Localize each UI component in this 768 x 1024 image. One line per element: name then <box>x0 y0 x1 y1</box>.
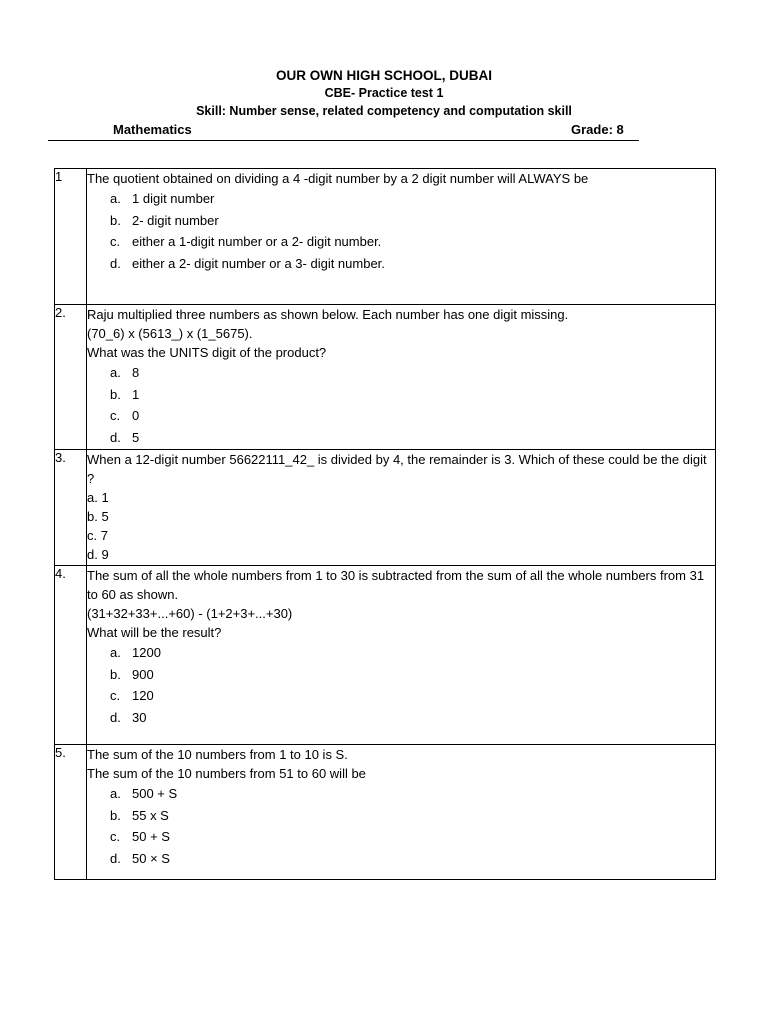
option-letter: b. <box>110 666 121 682</box>
questions-table <box>54 168 716 880</box>
option-text: either a 2- digit number or a 3- digit number. <box>132 255 385 271</box>
answer-option <box>87 427 715 449</box>
question-body <box>87 169 716 305</box>
option-letter: a. <box>110 365 121 380</box>
grade-label: Grade: 8 <box>571 122 624 137</box>
answer-option <box>87 384 715 406</box>
answer-option <box>87 362 715 384</box>
option-text: 1 <box>101 490 109 505</box>
answer-option <box>87 405 715 427</box>
question-body <box>87 305 716 450</box>
answer-option <box>87 231 715 253</box>
option-letter: a. <box>110 786 121 801</box>
answer-option <box>87 783 715 805</box>
option-letter: d. <box>110 429 121 445</box>
question-row <box>55 566 716 745</box>
option-text: 30 <box>132 709 147 725</box>
header-divider <box>48 140 639 141</box>
question-text: (70_6) x (5613_) x (1_5675). <box>87 326 253 341</box>
question-text: The sum of the 10 numbers from 1 to 10 is S. <box>87 747 348 762</box>
answer-option <box>87 664 715 686</box>
question-text: The sum of the 10 numbers from 51 to 60 will be <box>87 766 366 781</box>
option-text: 50 × S <box>132 850 170 866</box>
answer-option <box>87 805 715 827</box>
answer-option <box>87 707 715 729</box>
option-letter: c. <box>110 829 121 844</box>
answer-option <box>87 848 715 870</box>
option-letter: c. <box>110 408 121 423</box>
question-number: 5. <box>55 745 87 880</box>
option-letter: a. <box>110 191 121 206</box>
answer-option <box>87 507 715 526</box>
option-text: 2- digit number <box>132 212 219 228</box>
option-letter: a. <box>110 645 121 660</box>
question-text: (31+32+33+...+60) - (1+2+3+...+30) <box>87 606 293 621</box>
option-text: 7 <box>100 528 108 543</box>
option-letter: d. <box>87 547 98 562</box>
option-letter: c. <box>87 528 98 543</box>
option-text: 5 <box>101 509 109 524</box>
option-letter: b. <box>87 509 98 524</box>
answer-option <box>87 642 715 664</box>
option-letter: b. <box>110 807 121 823</box>
question-text: The sum of all the whole numbers from 1 to 30 is subtracted from the sum of all the whole numbers from 31 to 60 as shown. <box>87 568 705 602</box>
answer-option <box>87 826 715 848</box>
answer-option <box>87 253 715 275</box>
option-letter: c. <box>110 234 121 249</box>
option-text: 50 + S <box>132 829 170 844</box>
question-number: 3. <box>55 450 87 566</box>
option-letter: d. <box>110 255 121 271</box>
option-letter: d. <box>110 850 121 866</box>
option-text: either a 1-digit number or a 2- digit number. <box>132 234 382 249</box>
question-text: What will be the result? <box>87 625 222 640</box>
question-number: 2. <box>55 305 87 450</box>
option-letter: d. <box>110 709 121 725</box>
question-text: Raju multiplied three numbers as shown below. Each number has one digit missing. <box>87 307 569 322</box>
subject-label: Mathematics <box>113 122 192 137</box>
option-text: 0 <box>132 408 140 423</box>
question-row <box>55 169 716 305</box>
question-text: The quotient obtained on dividing a 4 -digit number by a 2 digit number will ALWAYS be <box>87 171 589 186</box>
question-number: 4. <box>55 566 87 745</box>
option-text: 900 <box>132 666 154 682</box>
option-text: 1 digit number <box>132 191 215 206</box>
question-body <box>87 745 716 880</box>
option-text: 1 <box>132 386 140 402</box>
test-title: CBE- Practice test 1 <box>324 86 444 100</box>
option-text: 8 <box>132 365 140 380</box>
question-row <box>55 745 716 880</box>
question-row <box>55 305 716 450</box>
option-text: 5 <box>132 429 140 445</box>
question-text: When a 12-digit number 56622111_42_ is divided by 4, the remainder is 3. Which of these could be the digit ? <box>87 452 707 486</box>
option-text: 1200 <box>132 645 161 660</box>
option-letter: a. <box>87 490 98 505</box>
question-number: 1 <box>55 169 87 305</box>
school-name: OUR OWN HIGH SCHOOL, DUBAI <box>276 68 492 83</box>
option-letter: b. <box>110 212 121 228</box>
answer-option <box>87 188 715 210</box>
question-body <box>87 450 716 566</box>
option-text: 9 <box>101 547 109 562</box>
answer-option <box>87 685 715 707</box>
answer-option <box>87 526 715 545</box>
option-text: 120 <box>132 688 154 703</box>
option-text: 55 x S <box>132 807 169 823</box>
option-letter: b. <box>110 386 121 402</box>
option-text: 500 + S <box>132 786 178 801</box>
option-letter: c. <box>110 688 121 703</box>
answer-option <box>87 545 715 564</box>
question-text: What was the UNITS digit of the product? <box>87 345 327 360</box>
skill-description: Skill: Number sense, related competency and computation skill <box>196 104 572 118</box>
question-body <box>87 566 716 745</box>
question-row <box>55 450 716 566</box>
answer-option <box>87 210 715 232</box>
answer-option <box>87 488 715 507</box>
